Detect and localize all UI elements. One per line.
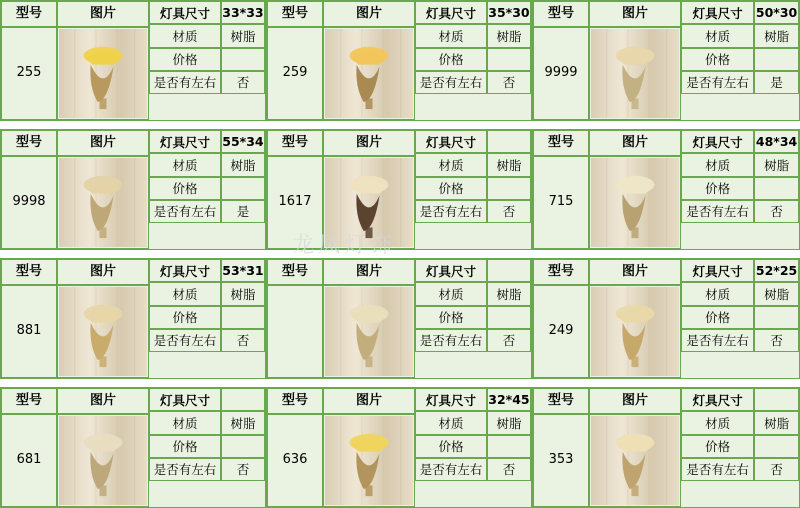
model-value: 353 (533, 414, 589, 507)
spec-column (415, 388, 531, 507)
header-model: 型号 (267, 130, 323, 156)
product-photo[interactable] (323, 285, 415, 378)
product-photo-image (59, 158, 147, 247)
header-size: 灯具尺寸 (415, 388, 487, 411)
product-photo[interactable] (589, 285, 681, 378)
spec-value-size (487, 130, 531, 153)
product-card[interactable] (266, 258, 532, 379)
product-card[interactable] (0, 129, 266, 250)
product-row (0, 129, 800, 250)
product-card[interactable] (532, 129, 800, 250)
photo-column (57, 1, 149, 120)
spec-row (681, 282, 799, 305)
spec-label-price: 价格 (149, 306, 221, 329)
spec-value-lr: 是 (754, 71, 799, 94)
header-photo: 图片 (323, 130, 415, 156)
spec-row (415, 153, 531, 176)
spec-row (681, 435, 799, 458)
product-photo-image (591, 29, 679, 118)
product-card[interactable] (266, 387, 532, 508)
spec-column (149, 259, 265, 378)
product-card[interactable] (0, 0, 266, 121)
spec-value-lr: 否 (487, 71, 531, 94)
model-column (267, 130, 323, 249)
row-gap (0, 250, 800, 258)
spec-column (681, 1, 799, 120)
spec-row (415, 282, 531, 305)
spec-value-material: 树脂 (754, 411, 799, 434)
header-size: 灯具尺寸 (415, 1, 487, 24)
photo-column (57, 259, 149, 378)
spec-row-size (149, 388, 265, 411)
header-model: 型号 (1, 130, 57, 156)
spec-label-price: 价格 (415, 306, 487, 329)
product-photo[interactable] (323, 156, 415, 249)
spec-row (149, 24, 265, 47)
product-photo[interactable] (589, 156, 681, 249)
spec-value-size: 50*30 (754, 1, 799, 24)
spec-row (149, 48, 265, 71)
spec-value-material: 树脂 (754, 24, 799, 47)
spec-label-price: 价格 (415, 48, 487, 71)
header-model: 型号 (533, 1, 589, 27)
spec-label-lr: 是否有左右 (681, 458, 754, 481)
spec-column (149, 130, 265, 249)
spec-value-price (221, 177, 265, 200)
spec-value-lr: 否 (487, 329, 531, 352)
spec-value-material: 树脂 (487, 24, 531, 47)
photo-column (323, 388, 415, 507)
spec-value-price (221, 48, 265, 71)
model-column (267, 388, 323, 507)
model-column (267, 259, 323, 378)
row-gap (0, 121, 800, 129)
spec-value-material: 树脂 (754, 282, 799, 305)
spec-row (681, 71, 799, 94)
watermark: 龙凤灯饰 (292, 233, 397, 258)
spec-row (415, 48, 531, 71)
spec-column (681, 130, 799, 249)
spec-label-price: 价格 (681, 48, 754, 71)
header-model: 型号 (267, 1, 323, 27)
spec-row (415, 458, 531, 481)
spec-row-size (149, 130, 265, 153)
spec-row-size (149, 1, 265, 24)
spec-label-material: 材质 (415, 411, 487, 434)
spec-row (681, 153, 799, 176)
spec-row (149, 282, 265, 305)
spec-label-material: 材质 (149, 282, 221, 305)
header-model: 型号 (1, 259, 57, 285)
header-size: 灯具尺寸 (681, 1, 754, 24)
model-column (1, 388, 57, 507)
spec-row-size (681, 259, 799, 282)
spec-row (149, 306, 265, 329)
spec-value-price (754, 48, 799, 71)
spec-value-lr: 是 (221, 200, 265, 223)
spec-row-size (415, 388, 531, 411)
spec-label-lr: 是否有左右 (681, 329, 754, 352)
spec-label-material: 材质 (415, 153, 487, 176)
product-card[interactable] (266, 0, 532, 121)
spec-label-lr: 是否有左右 (681, 71, 754, 94)
model-value: 681 (1, 414, 57, 507)
product-photo[interactable] (57, 27, 149, 120)
spec-column (149, 1, 265, 120)
model-value: 255 (1, 27, 57, 120)
spec-label-price: 价格 (415, 435, 487, 458)
spec-value-size (221, 388, 265, 411)
photo-column (57, 130, 149, 249)
spec-row-size (681, 388, 799, 411)
spec-row (149, 153, 265, 176)
header-model: 型号 (1, 1, 57, 27)
header-size: 灯具尺寸 (681, 259, 754, 282)
model-value (267, 285, 323, 378)
spec-label-material: 材质 (149, 411, 221, 434)
spec-row-size (415, 1, 531, 24)
header-photo: 图片 (589, 130, 681, 156)
spec-value-material: 树脂 (487, 282, 531, 305)
photo-column (589, 259, 681, 378)
spec-label-lr: 是否有左右 (149, 458, 221, 481)
header-model: 型号 (267, 259, 323, 285)
spec-row (681, 24, 799, 47)
model-value: 259 (267, 27, 323, 120)
spec-value-size (487, 259, 531, 282)
product-card[interactable] (532, 387, 800, 508)
spec-row (149, 435, 265, 458)
spec-value-price (487, 435, 531, 458)
header-model: 型号 (533, 388, 589, 414)
spec-label-lr: 是否有左右 (415, 71, 487, 94)
header-photo: 图片 (57, 130, 149, 156)
spec-value-lr: 否 (754, 329, 799, 352)
spec-row (681, 411, 799, 434)
product-photo-image (59, 29, 147, 118)
spec-column (415, 259, 531, 378)
spec-label-price: 价格 (149, 48, 221, 71)
spec-row (681, 200, 799, 223)
spec-value-lr: 否 (221, 71, 265, 94)
spec-label-material: 材质 (681, 24, 754, 47)
model-value: 9999 (533, 27, 589, 120)
product-photo-image (325, 158, 413, 247)
product-photo-image (591, 416, 679, 505)
spec-value-size: 52*25 (754, 259, 799, 282)
spec-row-size (149, 259, 265, 282)
spec-value-size: 55*34 (221, 130, 265, 153)
header-photo: 图片 (57, 1, 149, 27)
spec-value-lr: 否 (487, 458, 531, 481)
spec-value-size: 48*34 (754, 130, 799, 153)
header-photo: 图片 (589, 1, 681, 27)
spec-value-size: 33*33 (221, 1, 265, 24)
header-photo: 图片 (323, 1, 415, 27)
spec-label-material: 材质 (415, 282, 487, 305)
spec-row (149, 458, 265, 481)
header-photo: 图片 (589, 388, 681, 414)
spec-row (415, 329, 531, 352)
spec-row (415, 71, 531, 94)
spec-label-lr: 是否有左右 (149, 329, 221, 352)
header-model: 型号 (267, 388, 323, 414)
spec-value-price (754, 435, 799, 458)
spec-row-size (681, 1, 799, 24)
spec-row (681, 458, 799, 481)
spec-value-lr: 否 (487, 200, 531, 223)
spec-value-material: 树脂 (221, 411, 265, 434)
spec-row (681, 177, 799, 200)
spec-label-material: 材质 (149, 24, 221, 47)
spec-label-lr: 是否有左右 (415, 329, 487, 352)
photo-column (589, 1, 681, 120)
spec-row-size (415, 130, 531, 153)
product-photo[interactable] (589, 27, 681, 120)
product-card[interactable] (0, 258, 266, 379)
spec-column (681, 388, 799, 507)
model-column (267, 1, 323, 120)
model-value: 715 (533, 156, 589, 249)
header-size: 灯具尺寸 (681, 130, 754, 153)
spec-value-lr: 否 (754, 200, 799, 223)
spec-label-material: 材质 (681, 282, 754, 305)
spec-value-material: 树脂 (221, 153, 265, 176)
product-photo-image (325, 287, 413, 376)
model-column (533, 1, 589, 120)
product-photo-image (591, 287, 679, 376)
spec-row (415, 200, 531, 223)
header-size: 灯具尺寸 (149, 388, 221, 411)
product-photo[interactable] (589, 414, 681, 507)
spec-row (149, 200, 265, 223)
header-photo: 图片 (323, 259, 415, 285)
header-photo: 图片 (57, 259, 149, 285)
product-photo[interactable] (57, 285, 149, 378)
spec-value-lr: 否 (221, 329, 265, 352)
model-value: 636 (267, 414, 323, 507)
spec-row (415, 24, 531, 47)
spec-column (681, 259, 799, 378)
product-card[interactable] (532, 258, 800, 379)
header-photo: 图片 (589, 259, 681, 285)
header-photo: 图片 (57, 388, 149, 414)
photo-column (323, 1, 415, 120)
header-size: 灯具尺寸 (149, 130, 221, 153)
spec-row (415, 306, 531, 329)
spec-row (415, 435, 531, 458)
photo-column (323, 259, 415, 378)
spec-value-price (221, 435, 265, 458)
model-column (533, 130, 589, 249)
header-model: 型号 (1, 388, 57, 414)
spec-label-price: 价格 (681, 435, 754, 458)
product-photo-image (59, 287, 147, 376)
spec-label-material: 材质 (681, 411, 754, 434)
spec-row (149, 329, 265, 352)
product-photo[interactable] (57, 156, 149, 249)
product-row (0, 387, 800, 508)
photo-column (323, 130, 415, 249)
spec-row (681, 329, 799, 352)
spec-row (415, 177, 531, 200)
spec-value-material: 树脂 (487, 411, 531, 434)
product-card[interactable] (532, 0, 800, 121)
spec-label-lr: 是否有左右 (681, 200, 754, 223)
header-size: 灯具尺寸 (681, 388, 754, 411)
spec-value-price (487, 306, 531, 329)
spec-label-lr: 是否有左右 (415, 458, 487, 481)
header-size: 灯具尺寸 (149, 1, 221, 24)
model-column (533, 388, 589, 507)
model-column (1, 1, 57, 120)
spec-label-price: 价格 (681, 177, 754, 200)
header-model: 型号 (533, 130, 589, 156)
spec-row (149, 177, 265, 200)
spec-label-material: 材质 (681, 153, 754, 176)
product-photo-image (325, 416, 413, 505)
spec-value-material: 树脂 (754, 153, 799, 176)
photo-column (589, 130, 681, 249)
spec-row-size (681, 130, 799, 153)
spec-row (681, 48, 799, 71)
spec-value-lr: 否 (221, 458, 265, 481)
spec-value-price (754, 306, 799, 329)
photo-column (589, 388, 681, 507)
product-photo-image (59, 416, 147, 505)
header-size: 灯具尺寸 (415, 259, 487, 282)
spec-value-material: 树脂 (221, 282, 265, 305)
spec-label-material: 材质 (149, 153, 221, 176)
product-card[interactable] (266, 129, 532, 250)
model-column (1, 130, 57, 249)
spec-value-material: 树脂 (487, 153, 531, 176)
spec-value-material: 树脂 (221, 24, 265, 47)
spec-row (149, 411, 265, 434)
photo-column (57, 388, 149, 507)
row-gap (0, 379, 800, 387)
spec-value-size: 53*31 (221, 259, 265, 282)
spec-value-size (754, 388, 799, 411)
header-size: 灯具尺寸 (415, 130, 487, 153)
header-model: 型号 (533, 259, 589, 285)
product-row (0, 0, 800, 121)
product-photo-image (591, 158, 679, 247)
model-value: 881 (1, 285, 57, 378)
model-column (533, 259, 589, 378)
spec-label-price: 价格 (415, 177, 487, 200)
spec-value-price (487, 177, 531, 200)
spec-label-price: 价格 (149, 177, 221, 200)
spec-label-lr: 是否有左右 (149, 200, 221, 223)
spec-column (415, 1, 531, 120)
spec-row (149, 71, 265, 94)
product-photo-image (325, 29, 413, 118)
model-value: 9998 (1, 156, 57, 249)
spec-row-size (415, 259, 531, 282)
spec-value-price (487, 48, 531, 71)
spec-label-material: 材质 (415, 24, 487, 47)
model-value: 1617 (267, 156, 323, 249)
spec-label-lr: 是否有左右 (149, 71, 221, 94)
model-value: 249 (533, 285, 589, 378)
spec-value-price (754, 177, 799, 200)
spec-row (681, 306, 799, 329)
spec-column (149, 388, 265, 507)
spec-label-lr: 是否有左右 (415, 200, 487, 223)
product-photo[interactable] (57, 414, 149, 507)
spec-row (415, 411, 531, 434)
header-photo: 图片 (323, 388, 415, 414)
header-size: 灯具尺寸 (149, 259, 221, 282)
product-photo[interactable] (323, 414, 415, 507)
spec-value-price (221, 306, 265, 329)
spec-column (415, 130, 531, 249)
model-column (1, 259, 57, 378)
product-card[interactable] (0, 387, 266, 508)
product-photo[interactable] (323, 27, 415, 120)
product-row (0, 258, 800, 379)
spec-value-lr: 否 (754, 458, 799, 481)
spec-value-size: 32*45 (487, 388, 531, 411)
spec-label-price: 价格 (149, 435, 221, 458)
spec-label-price: 价格 (681, 306, 754, 329)
spec-value-size: 35*30 (487, 1, 531, 24)
